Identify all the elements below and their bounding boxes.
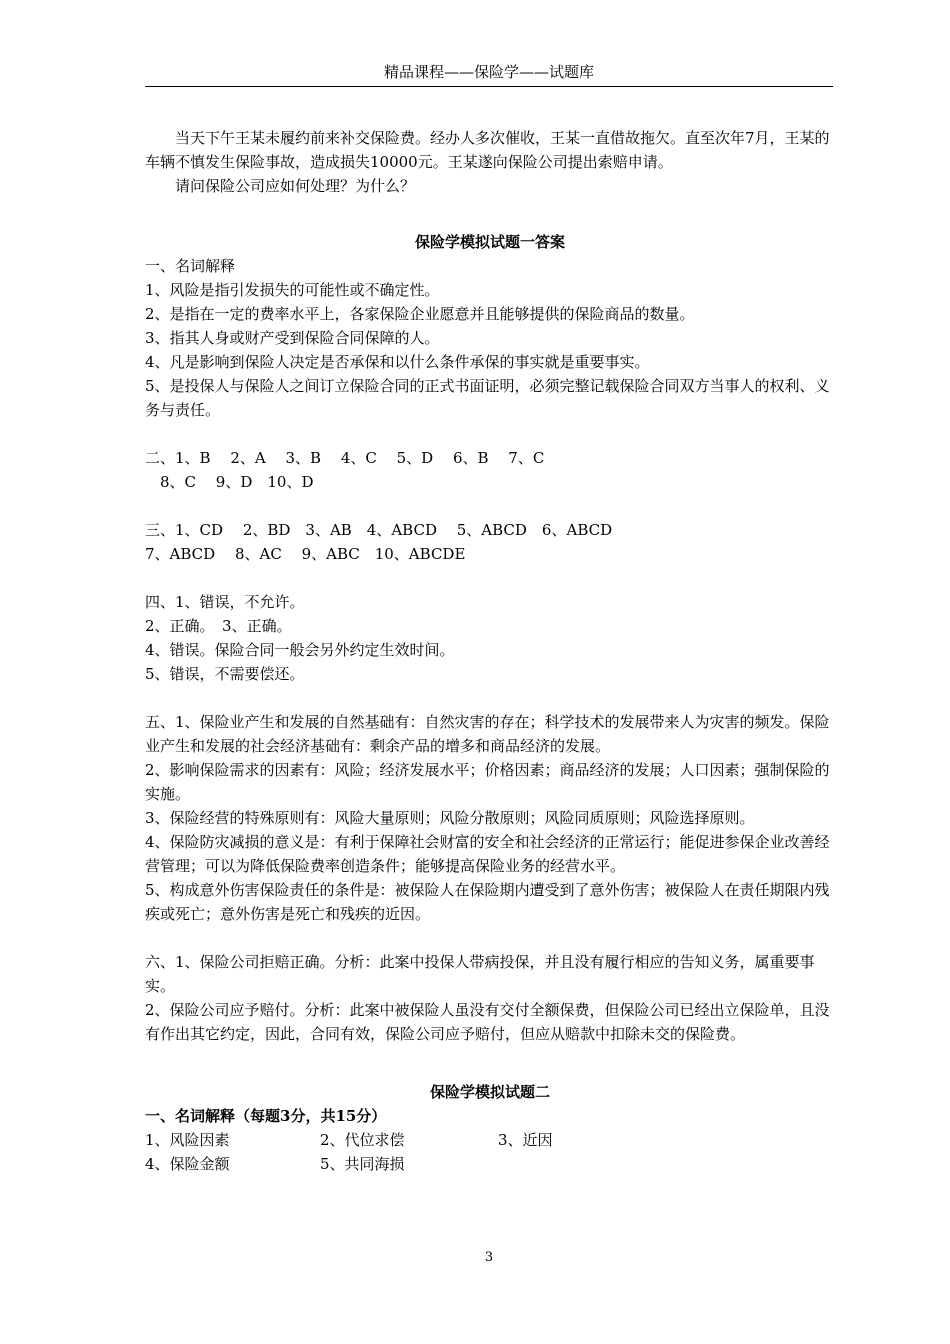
judgement-answer: 4、错误。保险合同一般会另外约定生效时间。 xyxy=(145,641,455,659)
answers-title: 保险学模拟试题一答案 xyxy=(414,233,565,251)
choice-answers-line: 二、1、B 2、A 3、B 4、C 5、D 6、B 7、C xyxy=(145,449,545,467)
multi-choice-answers-line: 7、ABCD 8、AC 9、ABC 10、ABCDE xyxy=(145,545,466,563)
answer-item: 5、是投保人与保险人之间订立保险合同的正式书面证明，必须完整记载保险合同双方当事人的权利、义务与责任。 xyxy=(145,377,830,419)
judgement-answer: 5、错误，不需要偿还。 xyxy=(145,665,305,683)
term-item: 5、共同海损 xyxy=(320,1155,405,1173)
case-answer: 2、保险公司应予赔付。分析：此案中被保险人虽没有交付全额保费，但保险公司已经出立保险单，且没有作出其它约定，因此，合同有效，保险公司应予赔付，但应从赔款中扣除未交的保险费。 xyxy=(145,1001,830,1043)
spacer xyxy=(145,422,835,446)
section-heading: 一、名词解释 xyxy=(145,257,236,275)
spacer xyxy=(145,926,835,950)
short-answer: 4、保险防灾减损的意义是：有利于保障社会财富的安全和社会经济的正常运行；能促进参保企业改善经营管理；可以为降低保险费率创造条件；能够提高保险业务的经营水平。 xyxy=(145,833,830,875)
spacer xyxy=(145,1046,835,1070)
header-divider xyxy=(145,86,833,87)
short-answer: 3、保险经营的特殊原则有：风险大量原则；风险分散原则；风险同质原则；风险选择原则。 xyxy=(145,809,755,827)
terms-row xyxy=(145,1128,835,1152)
judgement-answer: 四、1、错误，不允许。 xyxy=(145,593,305,611)
choice-answers-line: 8、C 9、D 10、D xyxy=(145,473,314,491)
term-item: 3、近因 xyxy=(498,1131,553,1149)
term-item: 4、保险金额 xyxy=(145,1155,230,1173)
short-answer: 5、构成意外伤害保险责任的条件是：被保险人在保险期内遭受到了意外伤害；被保险人在责任期限内残疾或死亡；意外伤害是死亡和残疾的近因。 xyxy=(145,881,830,923)
case-question: 请问保险公司应如何处理？为什么？ xyxy=(175,177,416,195)
case-answer: 六、1、保险公司拒赔正确。分析：此案中投保人带病投保，并且没有履行相应的告知义务，属重要事实。 xyxy=(145,953,815,995)
exam2-title: 保险学模拟试题二 xyxy=(429,1083,550,1101)
short-answer: 五、1、保险业产生和发展的自然基础有：自然灾害的存在；科学技术的发展带来人为灾害的频发。保险业产生和发展的社会经济基础有：剩余产品的增多和商品经济的发展。 xyxy=(145,713,830,755)
multi-choice-answers-line: 三、1、CD 2、BD 3、AB 4、ABCD 5、ABCD 6、ABCD xyxy=(145,521,613,539)
judgement-answer: 2、正确。 3、正确。 xyxy=(145,617,292,635)
spacer xyxy=(145,566,835,590)
term-item: 2、代位求偿 xyxy=(320,1131,405,1149)
answer-item: 2、是指在一定的费率水平上，各家保险企业愿意并且能够提供的保险商品的数量。 xyxy=(145,305,695,323)
page-number: 3 xyxy=(484,1250,494,1265)
case-paragraph: 当天下午王某未履约前来补交保险费。经办人多次催收，王某一直借故拖欠。直至次年7月，王某的车辆不慎发生保险事故，造成损失10000元。王某遂向保险公司提出索赔申请。 xyxy=(145,129,830,171)
page-content xyxy=(145,126,835,1176)
terms-row xyxy=(145,1152,835,1176)
answer-item: 1、风险是指引发损失的可能性或不确定性。 xyxy=(145,281,440,299)
term-item: 1、风险因素 xyxy=(145,1131,230,1149)
page-header: 精品课程——保险学——试题库 xyxy=(383,63,594,81)
short-answer: 2、影响保险需求的因素有：风险；经济发展水平；价格因素；商品经济的发展；人口因素；强制保险的实施。 xyxy=(145,761,830,803)
exam2-section-heading: 一、名词解释（每题3分，共15分） xyxy=(145,1107,387,1125)
spacer xyxy=(145,494,835,518)
answer-item: 4、凡是影响到保险人决定是否承保和以什么条件承保的事实就是重要事实。 xyxy=(145,353,650,371)
spacer xyxy=(145,686,835,710)
answer-item: 3、指其人身或财产受到保险合同保障的人。 xyxy=(145,329,440,347)
spacer xyxy=(145,198,835,222)
